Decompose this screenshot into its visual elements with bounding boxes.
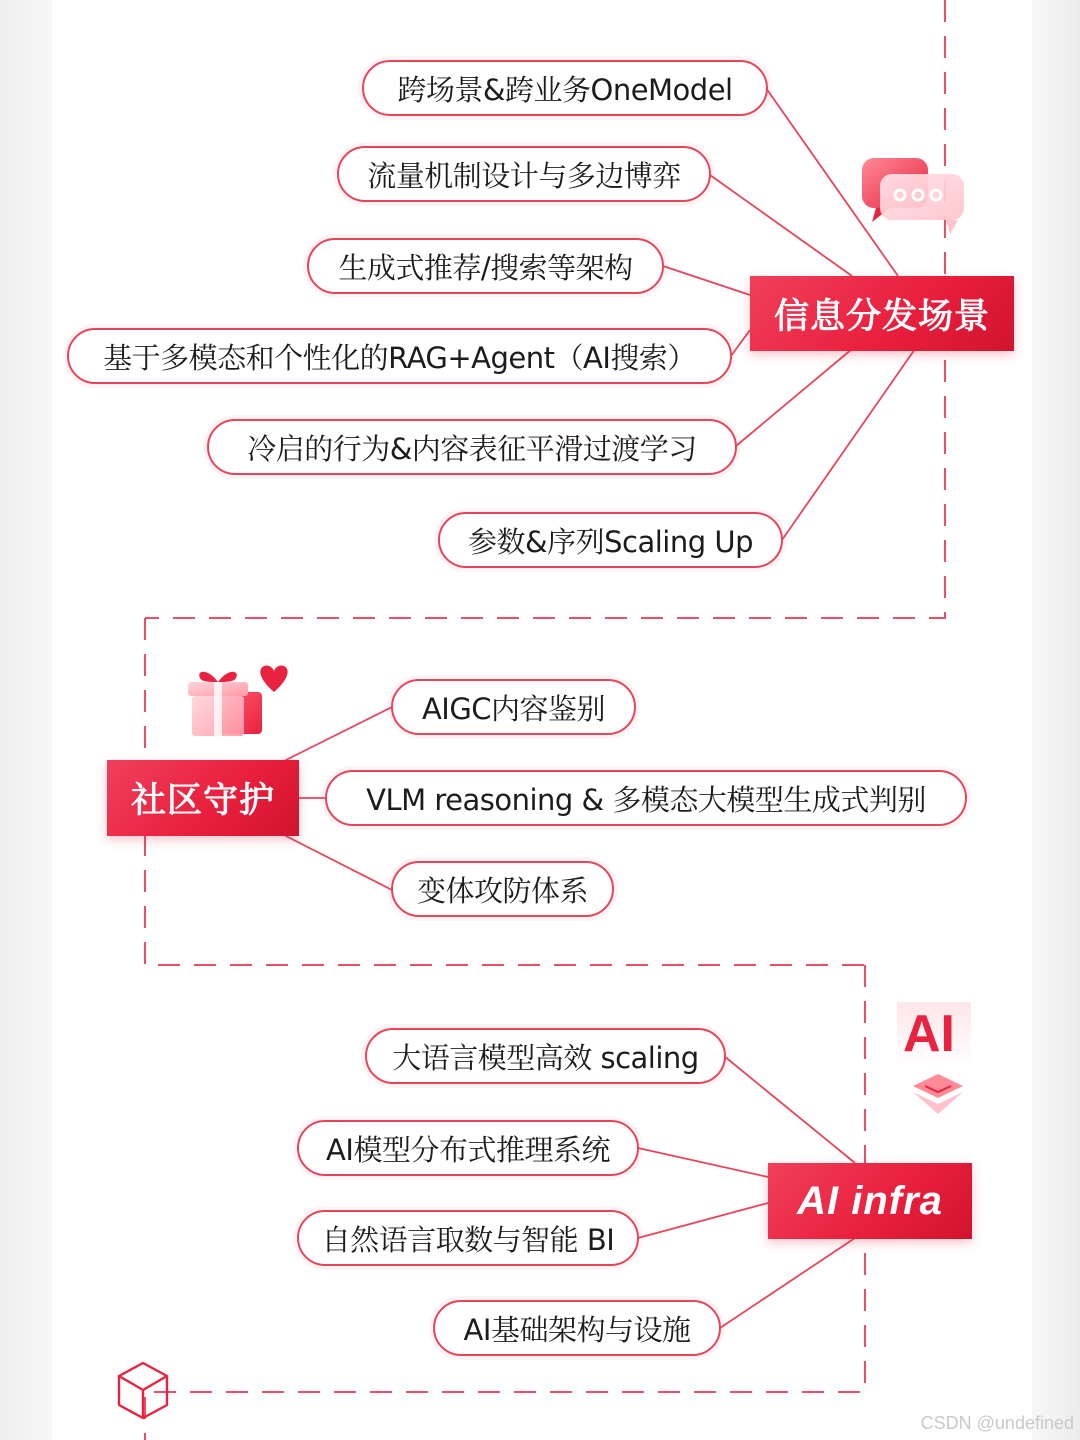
- cube-outline-icon: [116, 1360, 170, 1422]
- topic-pill: VLM reasoning & 多模态大模型生成式判别: [325, 770, 967, 826]
- chat-bubble-icon: [858, 152, 970, 242]
- topic-pill: AI模型分布式推理系统: [297, 1120, 639, 1176]
- watermark: CSDN @undefined: [920, 1413, 1074, 1433]
- topic-pill: AIGC内容鉴别: [391, 679, 636, 735]
- topic-pill: 生成式推荐/搜索等架构: [307, 238, 664, 294]
- hub-community-guard: [107, 760, 299, 836]
- hub-label: 信息分发场景: [773, 296, 990, 337]
- hub-label: 社区守护: [130, 781, 275, 821]
- connector-2-1: [282, 707, 392, 762]
- topic-pill: 冷启的行为&内容表征平滑过渡学习: [207, 419, 737, 475]
- connector-3-4: [720, 1238, 855, 1328]
- topic-pill: 流量机制设计与多边博弈: [337, 146, 711, 202]
- connector-1-5: [736, 349, 852, 446]
- connector-3-3: [638, 1203, 768, 1238]
- hub-label: AI infra: [797, 1178, 943, 1223]
- hub-ai-infra: [768, 1163, 972, 1239]
- connector-1-6: [782, 349, 915, 540]
- gift-heart-icon: [180, 656, 292, 742]
- ai-icon-text: AI: [903, 1005, 955, 1063]
- topic-pill: 跨场景&跨业务OneModel: [362, 60, 768, 116]
- connector-3-1: [724, 1056, 855, 1163]
- topic-pill: 自然语言取数与智能 BI: [297, 1210, 639, 1266]
- topic-pill: 变体攻防体系: [391, 861, 614, 917]
- connector-1-2: [710, 175, 852, 276]
- topic-pill: 基于多模态和个性化的RAG+Agent（AI搜索）: [67, 328, 732, 384]
- hub-info-distribution: [750, 276, 1014, 351]
- topic-pill: 大语言模型高效 scaling: [365, 1028, 726, 1084]
- connector-1-3: [663, 266, 750, 295]
- topic-pill: 参数&序列Scaling Up: [438, 512, 783, 568]
- connector-2-3: [282, 834, 392, 890]
- connector-3-2: [638, 1148, 768, 1177]
- ai-cube-icon: [895, 1002, 975, 1122]
- topic-pill: AI基础架构与设施: [433, 1300, 721, 1356]
- connector-1-4: [731, 330, 750, 356]
